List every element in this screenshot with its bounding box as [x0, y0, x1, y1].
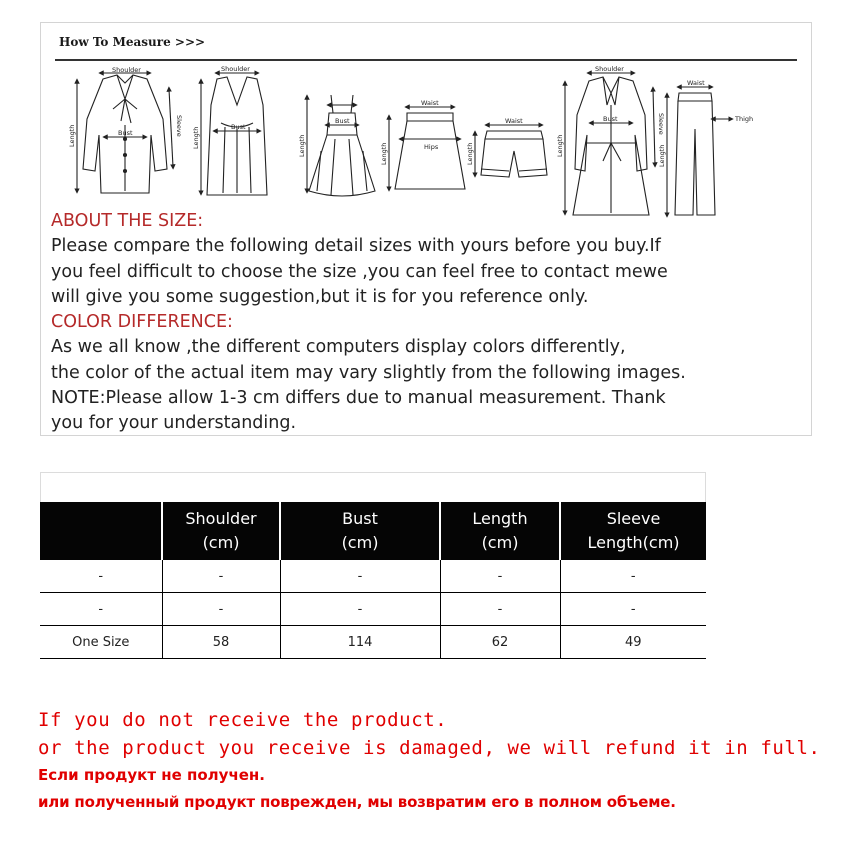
shoulder-cell: - [162, 560, 280, 593]
sleeve-cell: - [560, 560, 706, 593]
trousers-waist-label: Waist [687, 79, 705, 87]
header-bust: Bust (cm) [280, 502, 440, 560]
about-size-line: you feel difficult to choose the size ,you can feel free to contact mewe [51, 261, 668, 282]
length-cell: 62 [440, 626, 560, 659]
blouse-shoulder-label: Shoulder [112, 66, 141, 74]
header-blank [40, 502, 162, 560]
blouse-figure [68, 66, 183, 193]
blouse-length-label: Length [68, 124, 76, 147]
skirt-length-label: Length [380, 142, 388, 165]
shoulder-cell: - [162, 593, 280, 626]
sleeve-cell: - [560, 593, 706, 626]
length-cell: - [440, 593, 560, 626]
coat-sleeve-label: Sleeve [657, 113, 665, 135]
size-chart-top-frame [40, 472, 706, 502]
blouse-sleeve-label: Sleeve [175, 115, 183, 137]
tank-top-figure [192, 65, 267, 195]
color-difference-line: As we all know ,the different computers display colors differently, [51, 337, 626, 358]
header-sleeve-length: Sleeve Length(cm) [560, 502, 706, 560]
table-row [40, 560, 706, 593]
skirt-waist-label: Waist [421, 99, 439, 107]
shoulder-cell: 58 [162, 626, 280, 659]
bust-cell: - [280, 560, 440, 593]
size-table [40, 502, 706, 659]
strap-dress-figure [298, 95, 375, 196]
refund-notice [38, 706, 821, 816]
bust-cell: 114 [280, 626, 440, 659]
measurement-figures [55, 65, 799, 225]
coat-shoulder-label: Shoulder [595, 65, 624, 73]
shorts-waist-label: Waist [505, 117, 523, 125]
how-to-measure-title: How To Measure >>> [59, 35, 206, 49]
color-difference-line: the color of the actual item may vary slightly from the following images. [51, 362, 686, 383]
tank-bust-label: Bust [231, 123, 246, 131]
size-cell: - [40, 560, 162, 593]
sleeve-cell: 49 [560, 626, 706, 659]
tank-shoulder-label: Shoulder [221, 65, 250, 73]
trousers-thigh-label: Thigh [735, 115, 754, 123]
refund-line-ru-2: или полученный продукт поврежден, мы возвратим его в полном объеме. [38, 793, 676, 811]
header-shoulder: Shoulder (cm) [162, 502, 280, 560]
color-difference-line: you for your understanding. [51, 413, 297, 434]
length-cell: - [440, 560, 560, 593]
refund-line-en-2: or the product you receive is damaged, we will refund it in full. [38, 737, 821, 759]
size-cell: One Size [40, 626, 162, 659]
about-size-heading: ABOUT THE SIZE: [51, 211, 204, 231]
bust-cell: - [280, 593, 440, 626]
shorts-figure [466, 117, 547, 177]
about-size-line: Please compare the following detail sizes with yours before you buy.If [51, 236, 661, 257]
size-table-header-row [40, 502, 706, 560]
size-cell: - [40, 593, 162, 626]
size-chart [40, 472, 708, 662]
coat-figure [556, 65, 665, 215]
trousers-length-label: Length [658, 144, 666, 167]
refund-line-ru-1: Если продукт не получен. [38, 766, 265, 784]
refund-line-en-1: If you do not receive the product. [38, 709, 448, 731]
header-length: Length (cm) [440, 502, 560, 560]
skirt-figure [380, 99, 465, 189]
blouse-bust-label: Bust [118, 129, 133, 137]
trousers-figure [658, 79, 753, 215]
coat-bust-label: Bust [603, 115, 618, 123]
title-divider [55, 59, 797, 61]
coat-length-label: Length [556, 134, 564, 157]
strap-dress-length-label: Length [298, 134, 306, 157]
table-row [40, 626, 706, 659]
skirt-hips-label: Hips [424, 143, 439, 151]
table-row [40, 593, 706, 626]
size-notes [51, 209, 801, 437]
how-to-measure-panel [40, 22, 812, 436]
shorts-length-label: Length [466, 142, 474, 165]
color-difference-heading: COLOR DIFFERENCE: [51, 312, 233, 333]
tank-length-label: Length [192, 126, 200, 149]
color-difference-line: NOTE:Please allow 1-3 cm differs due to manual measurement. Thank [51, 388, 666, 409]
strap-dress-bust-label: Bust [335, 117, 350, 125]
about-size-line: will give you some suggestion,but it is for you reference only. [51, 286, 589, 307]
